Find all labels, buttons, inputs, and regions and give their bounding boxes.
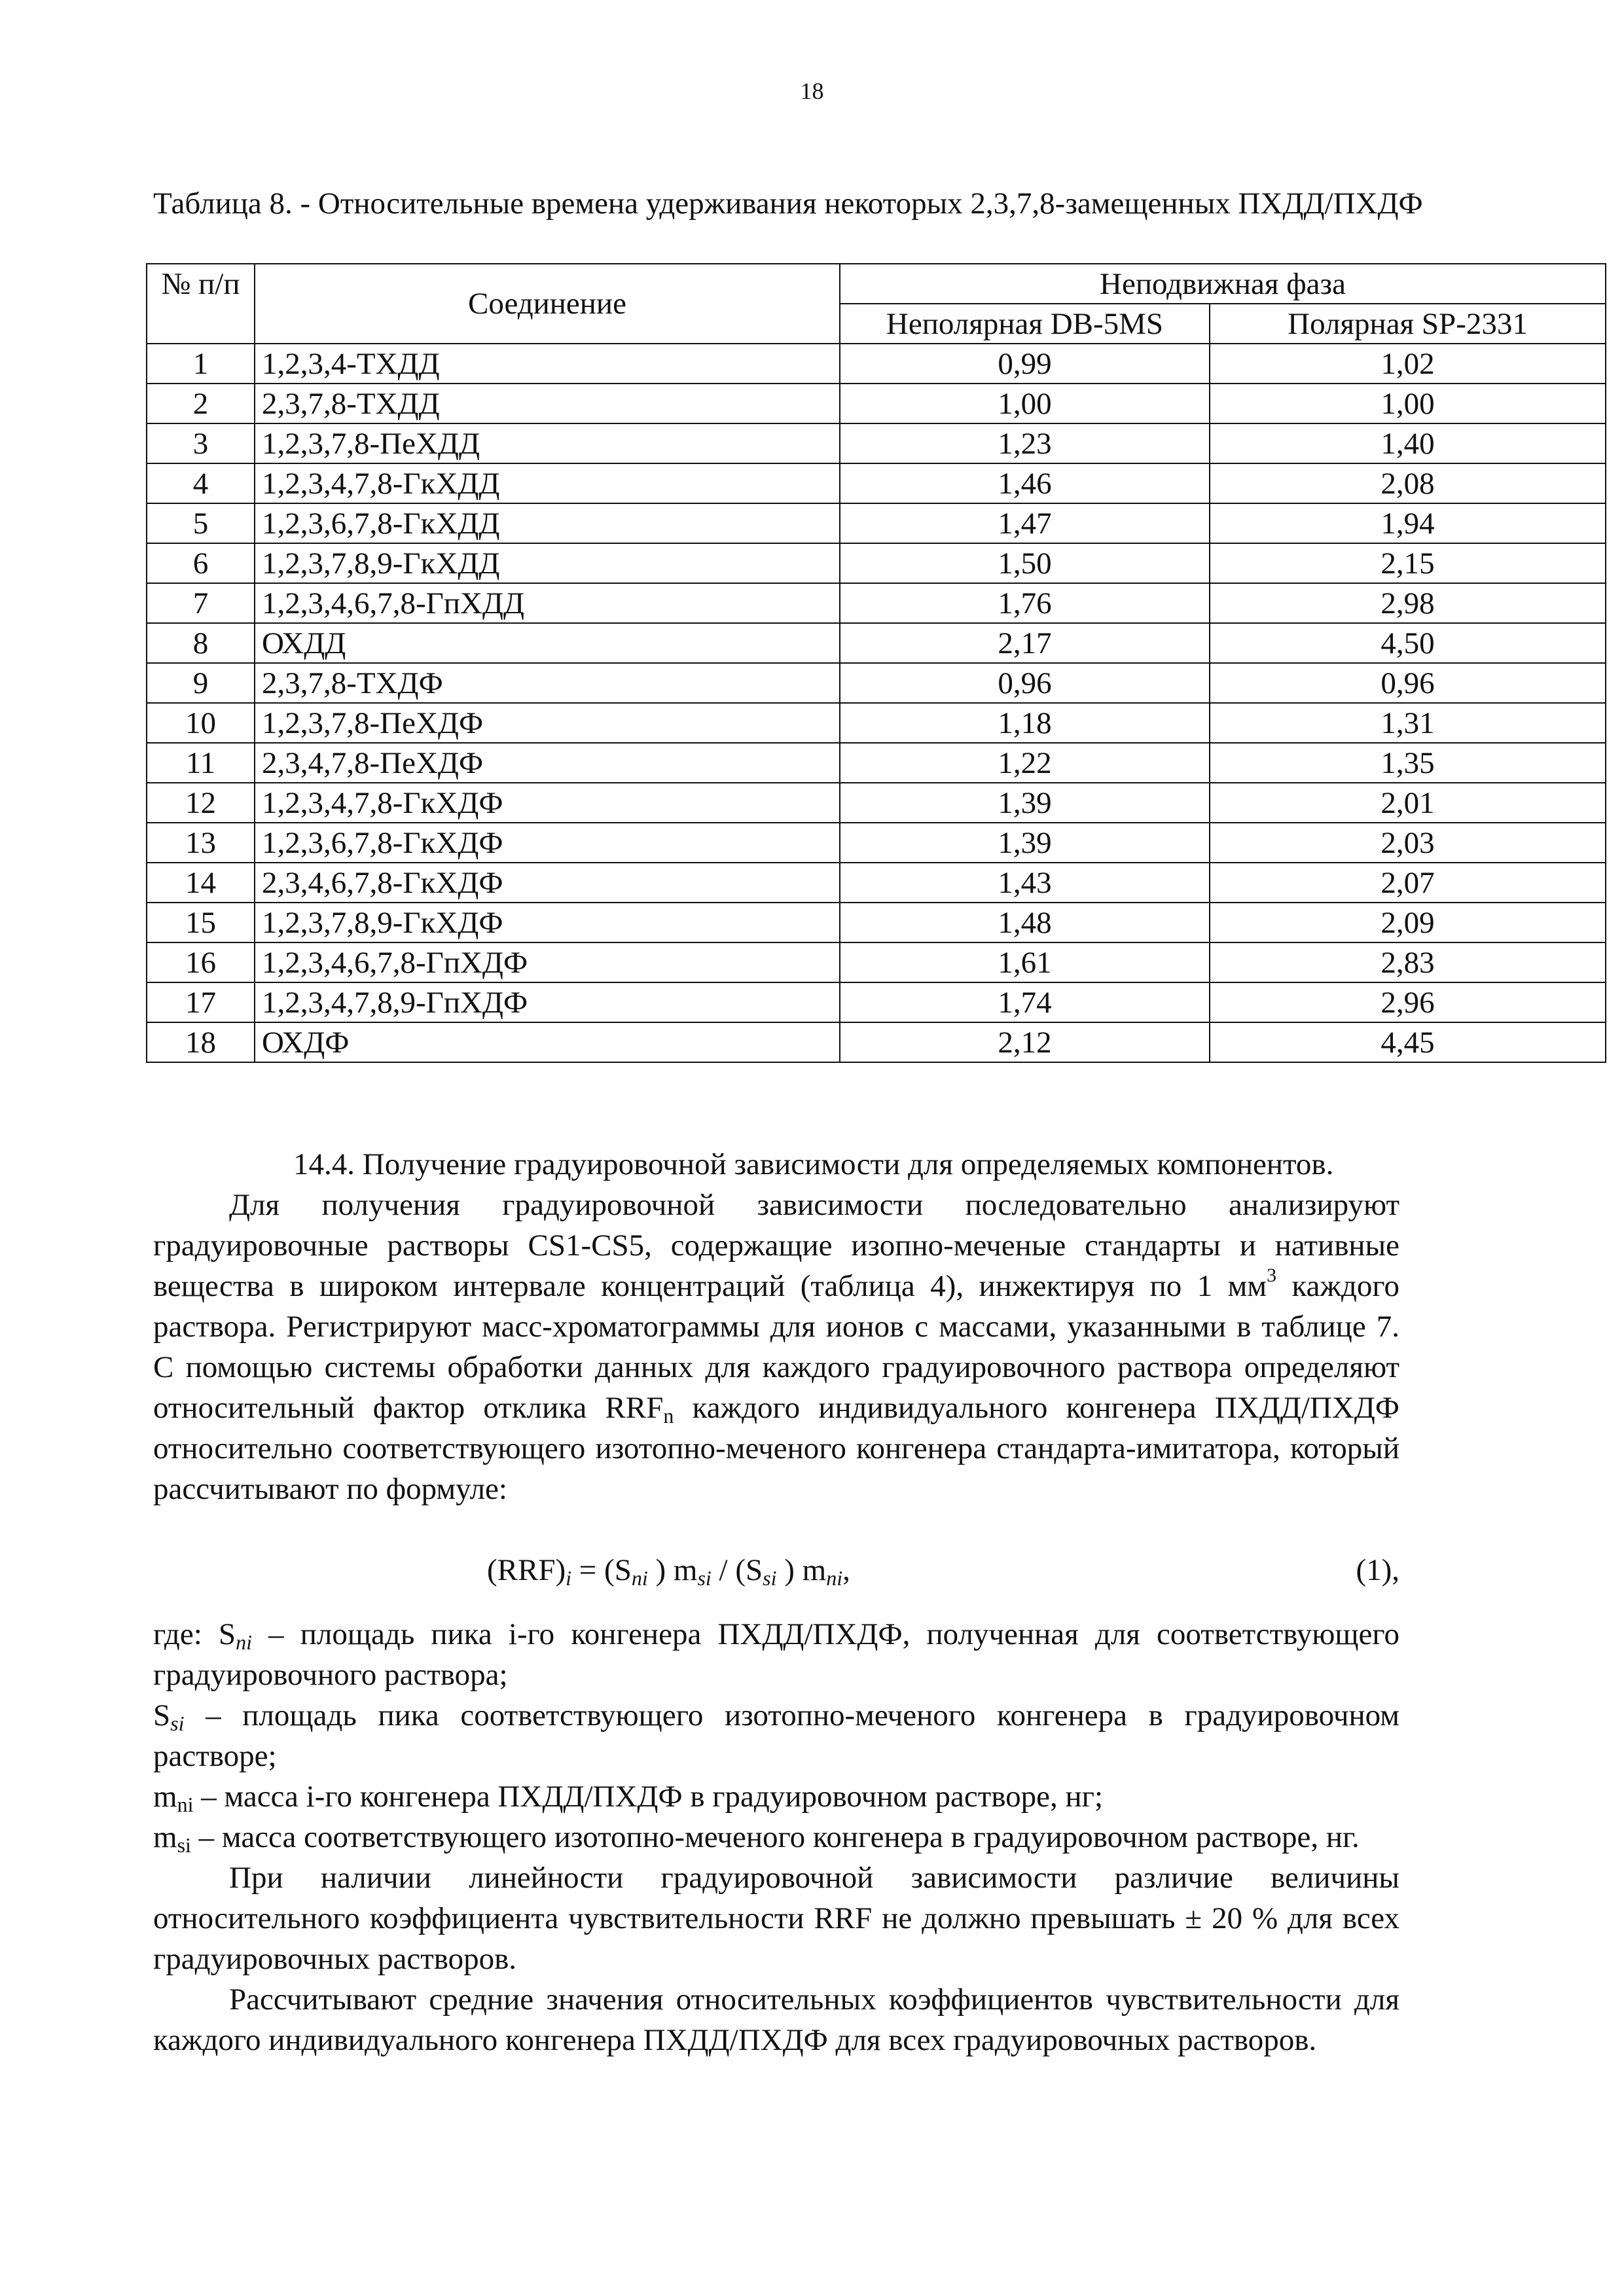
row-compound: ОХДД [255,623,840,663]
formula-number: (1), [1356,1553,1399,1587]
row-number: 1 [147,344,255,384]
row-compound: 2,3,4,7,8-ПеХДФ [255,743,840,783]
header-polar: Полярная SP-2331 [1210,304,1606,344]
row-polar-value: 2,09 [1210,903,1606,942]
row-nonpolar-value: 1,39 [840,823,1210,863]
row-number: 7 [147,583,255,623]
row-nonpolar-value: 1,48 [840,903,1210,942]
row-compound: 1,2,3,4,7,8,9-ГпХДФ [255,982,840,1022]
row-compound: ОХДФ [255,1022,840,1062]
table-row [147,863,1606,903]
row-compound: 1,2,3,7,8-ПеХДД [255,423,840,463]
row-number: 8 [147,623,255,663]
row-polar-value: 1,94 [1210,503,1606,543]
row-polar-value: 2,03 [1210,823,1606,863]
row-number: 14 [147,863,255,903]
row-polar-value: 2,01 [1210,783,1606,823]
body-text [153,1144,1399,2060]
row-polar-value: 1,00 [1210,384,1606,423]
row-number: 13 [147,823,255,863]
row-number: 4 [147,463,255,503]
formula-expression: $(RRF)_i = (S_{ni}$ ) $m_{si} / (S_{si}$ ) $m_{ni}$, [487,1553,850,1590]
paragraph-linearity: При наличии линейности градуировочной зависимости различие величины относительного коэффициента чувствительности RRF не должно превышать ± 20 % для всех градуировочных растворов. [153,1861,1399,1976]
row-polar-value: 2,96 [1210,982,1606,1022]
row-compound: 1,2,3,4-ТХДД [255,344,840,384]
table-row [147,663,1606,703]
table-row [147,823,1606,863]
section-heading: 14.4. Получение градуировочной зависимости для определяемых компонентов. [293,1147,1334,1181]
row-number: 17 [147,982,255,1022]
row-nonpolar-value: 1,46 [840,463,1210,503]
row-number: 3 [147,423,255,463]
table-row [147,703,1606,743]
row-number: 16 [147,942,255,982]
table-row [147,463,1606,503]
row-compound: 1,2,3,4,6,7,8-ГпХДД [255,583,840,623]
para1-part-a: Для получения градуировочной зависимости последовательно анализируют градуировочные растворы CS1-CS5, содержащие изопно-меченые стандарты и нативные вещества в широком интервале концентраций (таблица 4), инжектируя по 1 мм [153,1188,1399,1303]
row-nonpolar-value: 1,39 [840,783,1210,823]
table-row [147,543,1606,583]
row-number: 9 [147,663,255,703]
row-number: 6 [147,543,255,583]
row-polar-value: 2,07 [1210,863,1606,903]
paragraph-averages: Рассчитывают средние значения относительных коэффициентов чувствительности для каждого индивидуального конгенера ПХДД/ПХДФ для всех градуировочных растворов. [153,1982,1399,2057]
row-number: 15 [147,903,255,942]
row-polar-value: 2,98 [1210,583,1606,623]
row-polar-value: 4,50 [1210,623,1606,663]
row-nonpolar-value: 2,12 [840,1022,1210,1062]
row-compound: 1,2,3,4,6,7,8-ГпХДФ [255,942,840,982]
para1-part-c: каждого индивидуального конгенера ПХДД/ПХДФ относительно соответствующего изотопно-меченого конгенера стандарта-имитатора, который рассчитывают по формуле: [153,1391,1399,1506]
header-nonpolar: Неполярная DB-5MS [840,304,1210,344]
definition-msi: $m_{si}$ – масса соответствующего изотопно-меченого конгенера в градуировочном растворе, нг. [153,1820,1360,1857]
para1-part-b: каждого раствора. Регистрируют масс-хроматограммы для ионов с массами, указанными в таблице 7. С помощью системы обработки данных для каждого градуировочного раствора определяют относительный фактор отклика RRF [153,1269,1399,1425]
table-row [147,583,1606,623]
row-polar-value: 1,31 [1210,703,1606,743]
row-polar-value: 2,83 [1210,942,1606,982]
formula [153,1535,1399,1614]
row-nonpolar-value: 1,61 [840,942,1210,982]
definition-mni: $m_{ni}$ – масса i-го конгенера ПХДД/ПХДФ в градуировочном растворе, нг; [153,1780,1104,1816]
table-row [147,982,1606,1022]
table-row [147,942,1606,982]
row-compound: 1,2,3,4,7,8-ГкХДФ [255,783,840,823]
definition-ssi: $S_{si}$ – площадь пика соответствующего изотопно-меченого конгенера в градуировочном растворе; [153,1698,1399,1773]
row-compound: 1,2,3,4,7,8-ГкХДД [255,463,840,503]
table-row [147,743,1606,783]
row-nonpolar-value: 1,00 [840,384,1210,423]
row-compound: 1,2,3,7,8-ПеХДФ [255,703,840,743]
row-nonpolar-value: 1,47 [840,503,1210,543]
row-nonpolar-value: 1,18 [840,703,1210,743]
retention-time-table [146,263,1606,1063]
row-compound: 1,2,3,6,7,8-ГкХДД [255,503,840,543]
row-nonpolar-value: 1,74 [840,982,1210,1022]
table-row [147,384,1606,423]
table-row [147,903,1606,942]
row-compound: 1,2,3,7,8,9-ГкХДФ [255,903,840,942]
definition-sni: где: $S_{ni}$ – площадь пика i-го конгенера ПХДД/ПХДФ, полученная для соответствующего градуировочного раствора; [153,1617,1399,1692]
row-nonpolar-value: 0,99 [840,344,1210,384]
row-compound: 2,3,4,6,7,8-ГкХДФ [255,863,840,903]
table-row [147,344,1606,384]
row-nonpolar-value: 2,17 [840,623,1210,663]
para1-superscript: 3 [1267,1265,1277,1286]
row-number: 12 [147,783,255,823]
row-nonpolar-value: 1,76 [840,583,1210,623]
row-nonpolar-value: 1,22 [840,743,1210,783]
row-polar-value: 4,45 [1210,1022,1606,1062]
row-compound: 2,3,7,8-ТХДФ [255,663,840,703]
table-row [147,423,1606,463]
row-polar-value: 0,96 [1210,663,1606,703]
header-compound: Соединение [255,264,840,344]
row-number: 5 [147,503,255,543]
para1-subscript: n [663,1404,674,1427]
row-compound: 2,3,7,8-ТХДД [255,384,840,423]
row-number: 10 [147,703,255,743]
row-polar-value: 1,35 [1210,743,1606,783]
row-polar-value: 2,15 [1210,543,1606,583]
row-nonpolar-value: 0,96 [840,663,1210,703]
table-row [147,623,1606,663]
page-number: 18 [800,78,824,104]
table-row [147,783,1606,823]
row-polar-value: 1,02 [1210,344,1606,384]
row-polar-value: 2,08 [1210,463,1606,503]
table-header-row [147,264,1606,304]
paragraph-calibration [153,1185,1399,1509]
row-nonpolar-value: 1,50 [840,543,1210,583]
row-polar-value: 1,40 [1210,423,1606,463]
row-nonpolar-value: 1,43 [840,863,1210,903]
table-row [147,503,1606,543]
header-stationary-phase: Неподвижная фаза [840,264,1606,304]
row-number: 11 [147,743,255,783]
row-nonpolar-value: 1,23 [840,423,1210,463]
table-row [147,1022,1606,1062]
row-number: 2 [147,384,255,423]
row-compound: 1,2,3,7,8,9-ГкХДД [255,543,840,583]
row-number: 18 [147,1022,255,1062]
table-caption: Таблица 8. - Относительные времена удерживания некоторых 2,3,7,8-замещенных ПХДД/ПХДФ [153,187,1423,221]
header-number: № п/п [147,264,255,344]
row-compound: 1,2,3,6,7,8-ГкХДФ [255,823,840,863]
